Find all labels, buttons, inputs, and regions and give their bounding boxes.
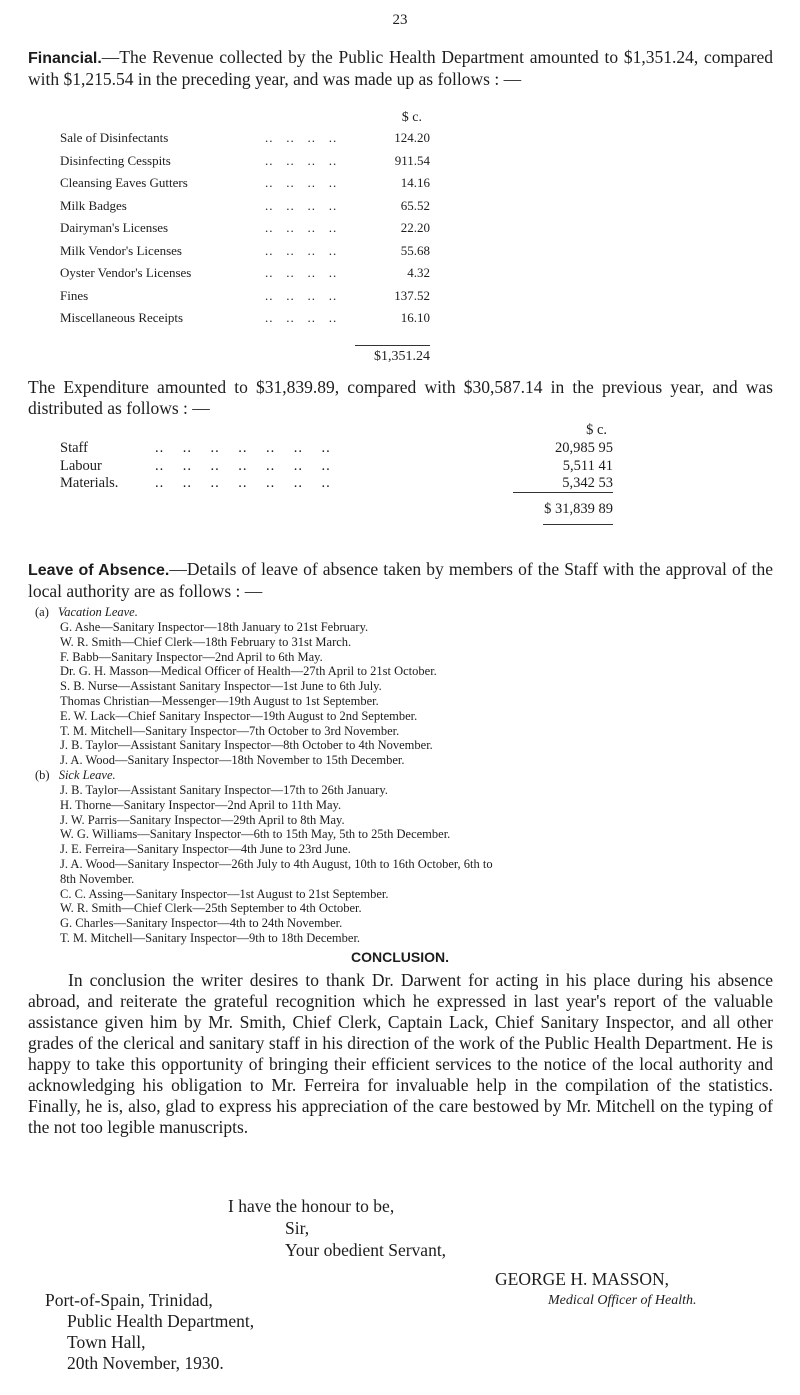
sick-title: Sick Leave. xyxy=(58,768,116,782)
revenue-row xyxy=(60,243,430,261)
conclusion-heading: CONCLUSION. xyxy=(351,949,449,965)
financial-paragraph xyxy=(28,47,773,90)
leader-dots: .. .. .. .. xyxy=(265,242,338,258)
leave-paragraph xyxy=(28,559,773,602)
revenue-row xyxy=(60,130,430,148)
revenue-row xyxy=(60,288,430,306)
leader-dots: .. .. .. .. xyxy=(265,175,338,190)
expenditure-row xyxy=(60,440,613,458)
revenue-total-rule xyxy=(355,345,430,346)
address-block xyxy=(45,1290,254,1374)
sick-leave-entry: T. M. Mitchell—Sanitary Inspector—9th to 18th December. xyxy=(60,930,361,945)
signature-title: Medical Officer of Health. xyxy=(548,1293,697,1308)
sick-leave-list xyxy=(60,783,780,946)
revenue-row-label: Milk Vendor's Licenses xyxy=(60,242,182,258)
revenue-row-amount: 14.16 xyxy=(400,175,430,190)
vacation-leave-entry: S. B. Nurse—Assistant Sanitary Inspector—1st June to 6th July. xyxy=(60,679,382,694)
vacation-leave-entry: T. M. Mitchell—Sanitary Inspector—7th October to 3rd November. xyxy=(60,723,400,738)
vacation-leave-entry: J. A. Wood—Sanitary Inspector—18th November to 15th December. xyxy=(60,753,405,768)
signature-name: GEORGE H. MASSON, xyxy=(495,1269,670,1289)
expenditure-row-label: Materials. xyxy=(60,475,119,491)
address-line-4: 20th November, 1930. xyxy=(67,1353,224,1373)
sick-leave-entry: C. C. Assing—Sanitary Inspector—1st August to 21st September. xyxy=(60,886,389,901)
vacation-leave-entry: Thomas Christian—Messenger—19th August to 1st September. xyxy=(60,693,379,708)
revenue-row-label: Fines xyxy=(60,287,89,303)
vacation-leave-entry: E. W. Lack—Chief Sanitary Inspector—19th August to 2nd September. xyxy=(60,708,418,723)
sick-leave-entry: W. R. Smith—Chief Clerk—25th September to 4th October. xyxy=(60,901,362,916)
expenditure-row-label: Labour xyxy=(60,457,102,474)
closing-line-3: Your obedient Servant, xyxy=(285,1240,447,1260)
leader-dots: .. .. .. .. .. .. .. xyxy=(155,475,331,491)
expenditure-total-rule xyxy=(543,524,613,525)
vacation-leave-entry: G. Ashe—Sanitary Inspector—18th January to 21st February. xyxy=(60,620,369,634)
revenue-table xyxy=(60,110,430,364)
expenditure-total: $ 31,839 89 xyxy=(544,501,613,517)
revenue-row-label: Oyster Vendor's Licenses xyxy=(60,265,192,280)
revenue-row-label: Milk Badges xyxy=(60,197,127,213)
sick-leave-label xyxy=(35,768,116,783)
revenue-row xyxy=(60,265,430,283)
expenditure-row-amount: 5,511 41 xyxy=(562,457,613,474)
leader-dots: .. .. .. .. xyxy=(265,265,338,280)
leader-dots: .. .. .. .. .. .. .. xyxy=(155,440,331,456)
revenue-row xyxy=(60,175,430,193)
sick-leave-entry: H. Thorne—Sanitary Inspector—2nd April to 11th May. xyxy=(60,797,342,812)
vacation-leave-list xyxy=(60,620,780,768)
revenue-row-label: Cleansing Eaves Gutters xyxy=(60,175,188,190)
sick-leave-entry: J. W. Parris—Sanitary Inspector—29th April to 8th May. xyxy=(60,812,345,827)
closing-line-2: Sir, xyxy=(285,1218,310,1238)
leader-dots: .. .. .. .. xyxy=(265,287,338,303)
sick-leave-entry: 8th November. xyxy=(60,871,135,886)
revenue-row-label: Disinfecting Cesspits xyxy=(60,152,171,168)
address-line-1: Port-of-Spain, Trinidad, xyxy=(45,1290,213,1310)
vacation-leave-entry: W. R. Smith—Chief Clerk—18th February to 31st March. xyxy=(60,634,352,649)
vacation-title: Vacation Leave. xyxy=(58,605,138,619)
revenue-row-label: Sale of Disinfectants xyxy=(60,130,169,145)
revenue-row-amount: 124.20 xyxy=(394,130,430,145)
expenditure-row xyxy=(60,458,613,476)
revenue-row xyxy=(60,220,430,238)
revenue-row-amount: 4.32 xyxy=(407,265,430,280)
leader-dots: .. .. .. .. xyxy=(265,152,338,168)
leave-heading: Leave of Absence. xyxy=(28,562,170,579)
expenditure-paragraph: The Expenditure amounted to $31,839.89, compared with $30,587.14 in the previous year, and was distributed as follows : — xyxy=(28,377,773,418)
sick-leave-entry: J. B. Taylor—Assistant Sanitary Inspector—17th to 26th January. xyxy=(60,783,388,797)
revenue-row-label: Miscellaneous Receipts xyxy=(60,310,184,325)
expenditure-currency-header: $ c. xyxy=(586,422,607,438)
expenditure-row-amount: 20,985 95 xyxy=(555,440,613,456)
revenue-row-amount: 22.20 xyxy=(400,220,430,235)
vacation-marker: (a) xyxy=(35,605,49,619)
vacation-leave-entry: J. B. Taylor—Assistant Sanitary Inspector—8th October to 4th November. xyxy=(60,738,433,753)
page-number: 23 xyxy=(392,12,408,28)
leader-dots: .. .. .. .. xyxy=(265,220,338,235)
closing-line-1: I have the honour to be, xyxy=(228,1196,395,1216)
vacation-leave-label xyxy=(35,605,138,620)
revenue-row-amount: 911.54 xyxy=(394,152,430,168)
sick-leave-entry: J. A. Wood—Sanitary Inspector—26th July to 4th August, 10th to 16th October, 6th to xyxy=(60,856,493,871)
sick-leave-entry: W. G. Williams—Sanitary Inspector—6th to 15th May, 5th to 25th December. xyxy=(60,827,451,842)
revenue-row-amount: 55.68 xyxy=(400,242,430,258)
address-line-2: Public Health Department, xyxy=(67,1311,255,1331)
leader-dots: .. .. .. .. xyxy=(265,130,338,145)
sick-leave-entry: G. Charles—Sanitary Inspector—4th to 24th November. xyxy=(60,916,343,931)
expenditure-subtotal-rule xyxy=(513,492,613,493)
address-line-3: Town Hall, xyxy=(67,1332,146,1352)
leader-dots: .. .. .. .. .. .. .. xyxy=(155,457,331,474)
revenue-row-amount: 65.52 xyxy=(400,197,430,213)
revenue-row xyxy=(60,198,430,216)
revenue-row-label: Dairyman's Licenses xyxy=(60,220,169,235)
vacation-leave-entry: F. Babb—Sanitary Inspector—2nd April to 6th May. xyxy=(60,649,323,664)
revenue-currency-header: $ c. xyxy=(401,110,422,125)
conclusion-paragraph: In conclusion the writer desires to thank Dr. Darwent for acting in his place during his absence abroad, and reiterate the grateful recognition which he expressed in last year's report of the valuable assistance given him by Mr. Smith, Chief Clerk, Captain Lack, Chief Sanitary Inspector, and all other grades of the clerical and sanitary staff in his direction of the work of the Public Health Department. He is happy to take this opportunity of bringing their efficient services to the notice of the local authority and acknowledging his obligation to Mr. Ferreira for invaluable help in the compilation of the statistics. Finally, he is, also, glad to express his appreciation of the care bestowed by Mr. Mitchell on the typing of the not too legible manuscripts. xyxy=(28,970,773,1137)
financial-heading: Financial. xyxy=(28,50,102,67)
sick-leave-entry: J. E. Ferreira—Sanitary Inspector—4th June to 23rd June. xyxy=(60,842,351,857)
revenue-row xyxy=(60,310,430,328)
leader-dots: .. .. .. .. xyxy=(265,310,338,325)
vacation-leave-entry: Dr. G. H. Masson—Medical Officer of Health—27th April to 21st October. xyxy=(60,664,437,679)
revenue-total: $1,351.24 xyxy=(374,349,430,364)
expenditure-row xyxy=(60,475,613,493)
revenue-row-amount: 137.52 xyxy=(394,287,430,303)
leave-intro: —Details of leave of absence taken by members of the Staff with the approval of the local authority are as follows : — xyxy=(28,559,773,601)
expenditure-row-amount: 5,342 53 xyxy=(562,475,613,491)
expenditure-table xyxy=(60,422,613,534)
sick-marker: (b) xyxy=(35,768,50,782)
leader-dots: .. .. .. .. xyxy=(265,197,338,213)
revenue-row xyxy=(60,153,430,171)
expenditure-row-label: Staff xyxy=(60,440,88,456)
financial-intro: —The Revenue collected by the Public Health Department amounted to $1,351.24, compared with $1,215.54 in the preceding year, and was made up as follows : — xyxy=(28,47,773,89)
revenue-row-amount: 16.10 xyxy=(400,310,430,325)
